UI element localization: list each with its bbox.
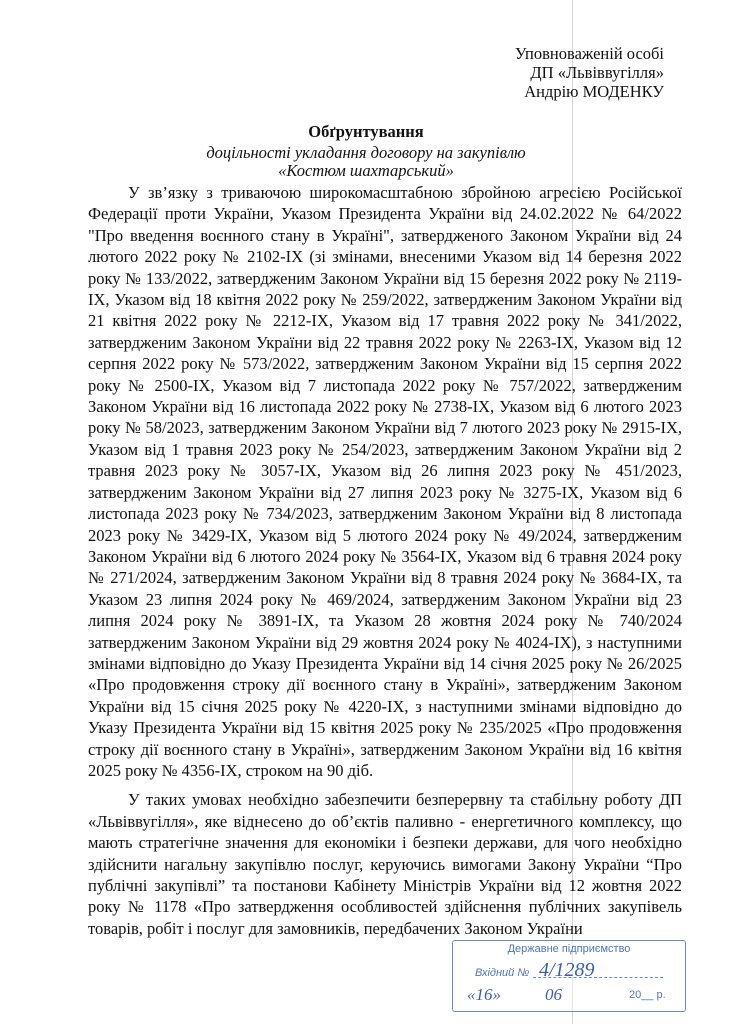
stamp-title: Державне підприємство [507,943,631,955]
document-body [88,182,682,939]
stamp-incoming-number: 4/1289 [539,959,595,981]
document-subtitle [0,144,732,180]
body-paragraph: У таких умовах необхідно забезпечити безперервну та стабільну роботу ДП «Львіввугілля», яке віднесено до об’єктів паливно - енергетичного комплексу, що мають стратегічне значення для економіки і безпеки держави, для чого необхідно здійснити нагальну закупівлю послуг, керуючись вимогами Закону України “Про публічні закупівлі” та постанови Кабінету Міністрів України від 12 жовтня 2022 року № 1178 «Про затвердження особливостей здійснення публічних закупівель товарів, робіт і послуг для замовників, передбачених Законом України [88,790,682,938]
document-title: Обґрунтування [308,122,424,141]
addressee-line: ДП «Львіввугілля» [530,63,664,82]
registration-stamp [452,940,686,1012]
subtitle-line: доцільності укладання договору на закупівлю [206,143,526,162]
addressee-line: Андрію МОДЕНКУ [524,82,664,101]
body-paragraph: У зв’язку з триваючою широкомасштабною збройною агресією Російської Федерації проти України, Указом Президента України від 24.02.2022 № 64/2022 "Про введення воєнного стану в Україні", затвердженого Законом України від 24 лютого 2022 року № 2102-IX (зі змінами, внесеними Указом від 14 березня 2022 року № 133/2022, затвердженим Законом України від 15 березня 2022 року № 2119-IX, Указом від 18 квітня 2022 року № 259/2022, затвердженим Законом України від 21 квітня 2022 року № 2212-IX, Указом від 17 травня 2022 року № 341/2022, затвердженим Законом України від 22 травня 2022 року № 2263-IX, Указом від 12 серпня 2022 року № 573/2022, затвердженим Законом України від 15 серпня 2022 року № 2500-IX, Указом від 7 листопада 2022 року № 757/2022, затвердженим Законом України від 16 листопада 2022 року № 2738-IX, Указом від 6 лютого 2023 року № 58/2023, затвердженим Законом України від 7 лютого 2023 року № 2915-IX, Указом від 1 травня 2023 року № 254/2023, затвердженим Законом України від 2 травня 2023 року № 3057-IX, Указом від 26 липня 2023 року № 451/2023, затвердженим Законом України від 27 липня 2023 року № 3275-IX, Указом від 6 листопада 2023 року № 734/2023, затвердженим Законом України від 8 листопада 2023 року № 3429-IX, Указом від 5 лютого 2024 року № 49/2024, затвердженим Законом України від 6 лютого 2024 року № 3564-IX, Указом від 6 травня 2024 року № 271/2024, затвердженим Законом України від 8 травня 2024 року № 3684-IX, та Указом 23 липня 2024 року № 469/2024, затвердженим Законом України від 23 липня 2024 року № 3891-IX, та Указом 28 жовтня 2024 року № 740/2024 затвердженим Законом України від 29 жовтня 2024 року № 4024-IX), з наступними змінами відповідно до Указу Президента України від 14 січня 2025 року № 26/2025 «Про продовження строку дії воєнного стану в Україні», затвердженим Законом України від 15 січня 2025 року № 4220-IX, з наступними змінами відповідно до Указу Президента України від 15 квітня 2025 року № 235/2025 «Про продовження строку дії воєнного стану в Україні», затвердженим Законом України від 16 квітня 2025 року № 4356-IX, строком на 90 діб. [88,183,682,780]
addressee-block [515,44,664,101]
addressee-line: Уповноваженій особі [514,44,664,63]
stamp-day: «16» [467,985,501,1004]
stamp-year: 20__ р. [629,989,666,1001]
stamp-incoming-label: Вхідний № [475,967,530,979]
subtitle-line: «Костюм шахтарський» [278,161,454,180]
stamp-month: 06 [545,985,562,1004]
